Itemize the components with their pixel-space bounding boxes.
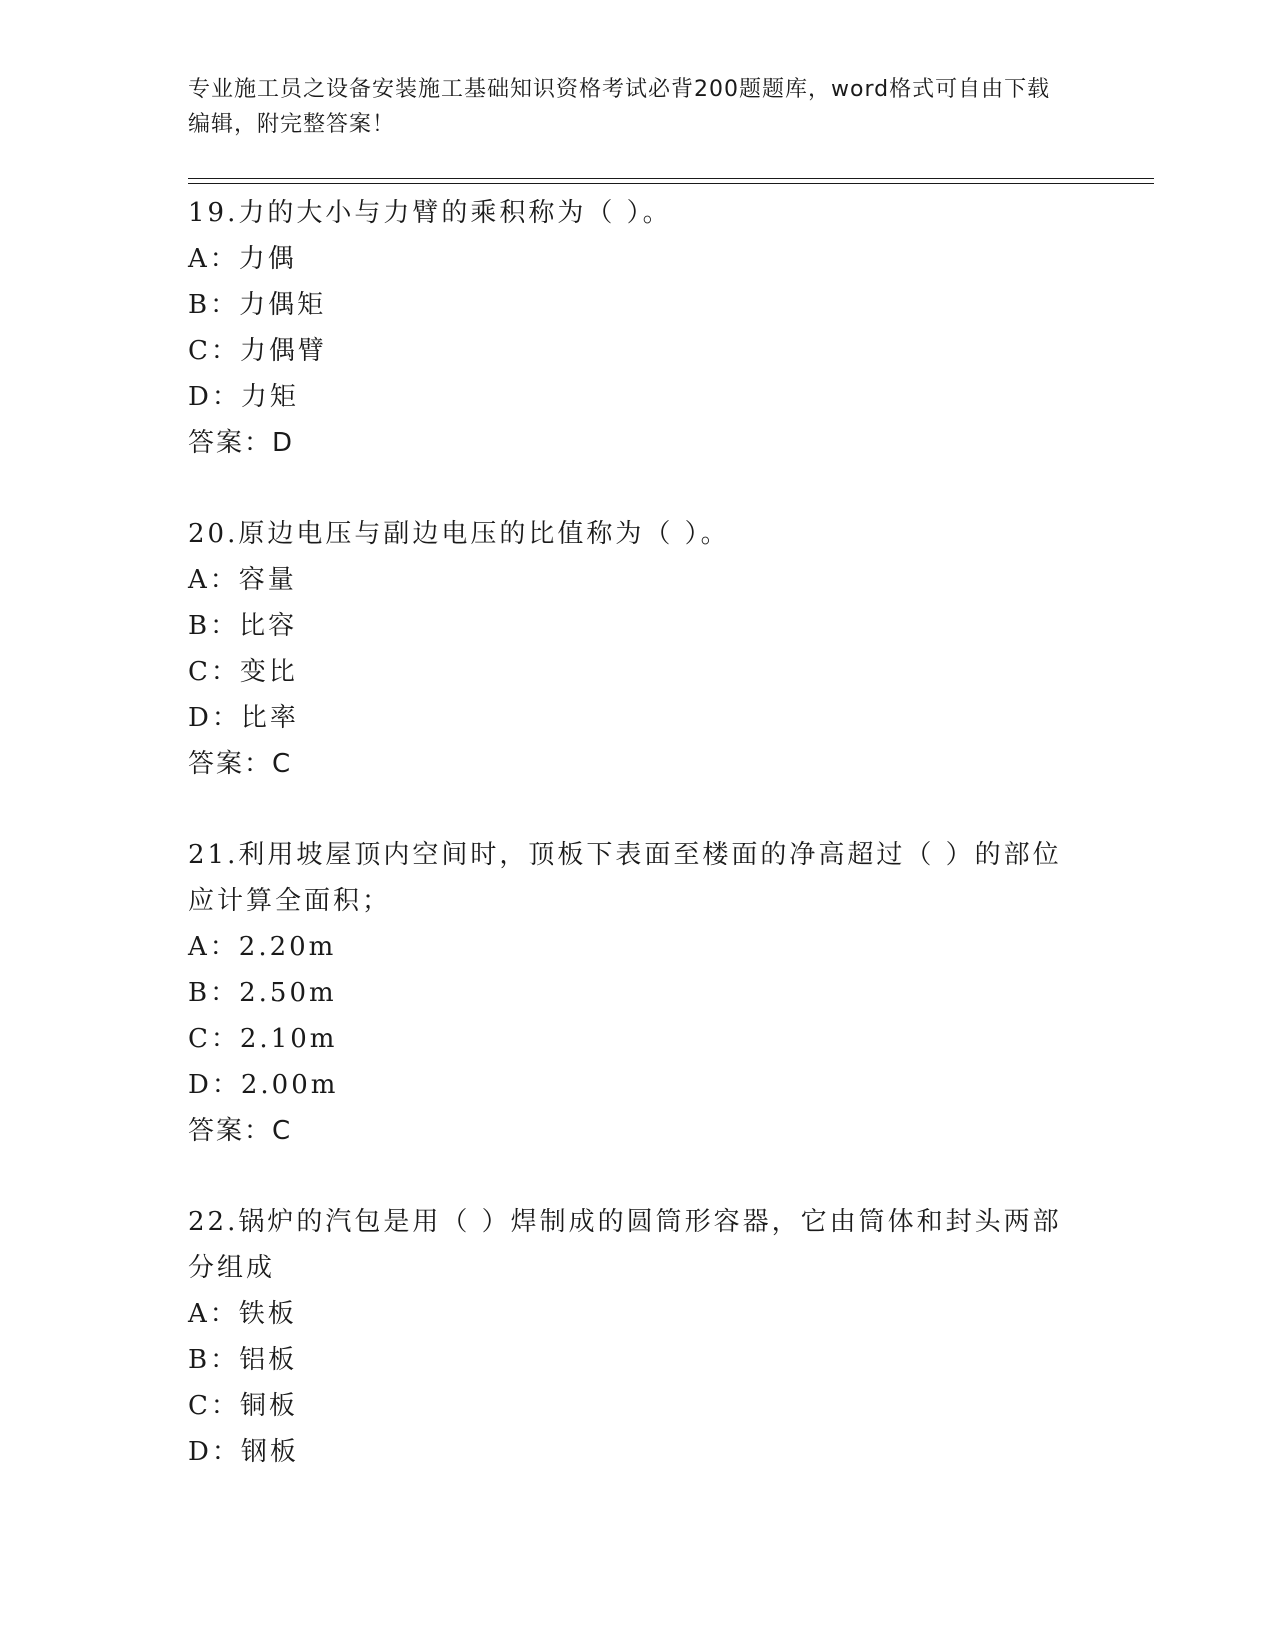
option-d: D：钢板 bbox=[188, 1437, 299, 1467]
option-d: D：比率 bbox=[188, 703, 299, 733]
question-stem: 21.利用坡屋顶内空间时，顶板下表面至楼面的净高超过（ ）的部位应计算全面积； bbox=[188, 840, 1062, 916]
question-answer: 答案：C bbox=[188, 749, 293, 779]
question-list bbox=[188, 190, 1088, 1520]
question-21 bbox=[188, 832, 1088, 1154]
option-d: D：力矩 bbox=[188, 382, 299, 412]
question-stem: 20.原边电压与副边电压的比值称为（ ）。 bbox=[188, 519, 730, 549]
option-d: D：2.00m bbox=[188, 1070, 339, 1100]
question-stem: 22.锅炉的汽包是用（ ）焊制成的圆筒形容器，它由筒体和封头两部分组成 bbox=[188, 1207, 1062, 1283]
option-b: B：2.50m bbox=[188, 978, 337, 1008]
option-c: C：力偶臂 bbox=[188, 336, 327, 366]
option-c: C：铜板 bbox=[188, 1391, 298, 1421]
option-a: A：力偶 bbox=[188, 244, 297, 274]
option-b: B：铝板 bbox=[188, 1345, 298, 1375]
header-divider-top bbox=[188, 178, 1154, 179]
option-a: A：2.20m bbox=[188, 932, 337, 962]
option-c: C：2.10m bbox=[188, 1024, 338, 1054]
option-b: B：比容 bbox=[188, 611, 298, 641]
header-description: 专业施工员之设备安装施工基础知识资格考试必背200题题库，word格式可自由下载编辑，附完整答案！ bbox=[188, 77, 1051, 137]
question-22 bbox=[188, 1199, 1088, 1475]
option-b: B：力偶矩 bbox=[188, 290, 327, 320]
document-header bbox=[188, 72, 1068, 142]
option-a: A：容量 bbox=[188, 565, 297, 595]
header-divider-bottom bbox=[188, 183, 1154, 184]
question-19 bbox=[188, 190, 1088, 466]
question-stem: 19.力的大小与力臂的乘积称为（ ）。 bbox=[188, 198, 672, 228]
question-answer: 答案：D bbox=[188, 428, 295, 458]
question-answer: 答案：C bbox=[188, 1116, 293, 1146]
option-c: C：变比 bbox=[188, 657, 298, 687]
question-20 bbox=[188, 511, 1088, 787]
option-a: A：铁板 bbox=[188, 1299, 297, 1329]
